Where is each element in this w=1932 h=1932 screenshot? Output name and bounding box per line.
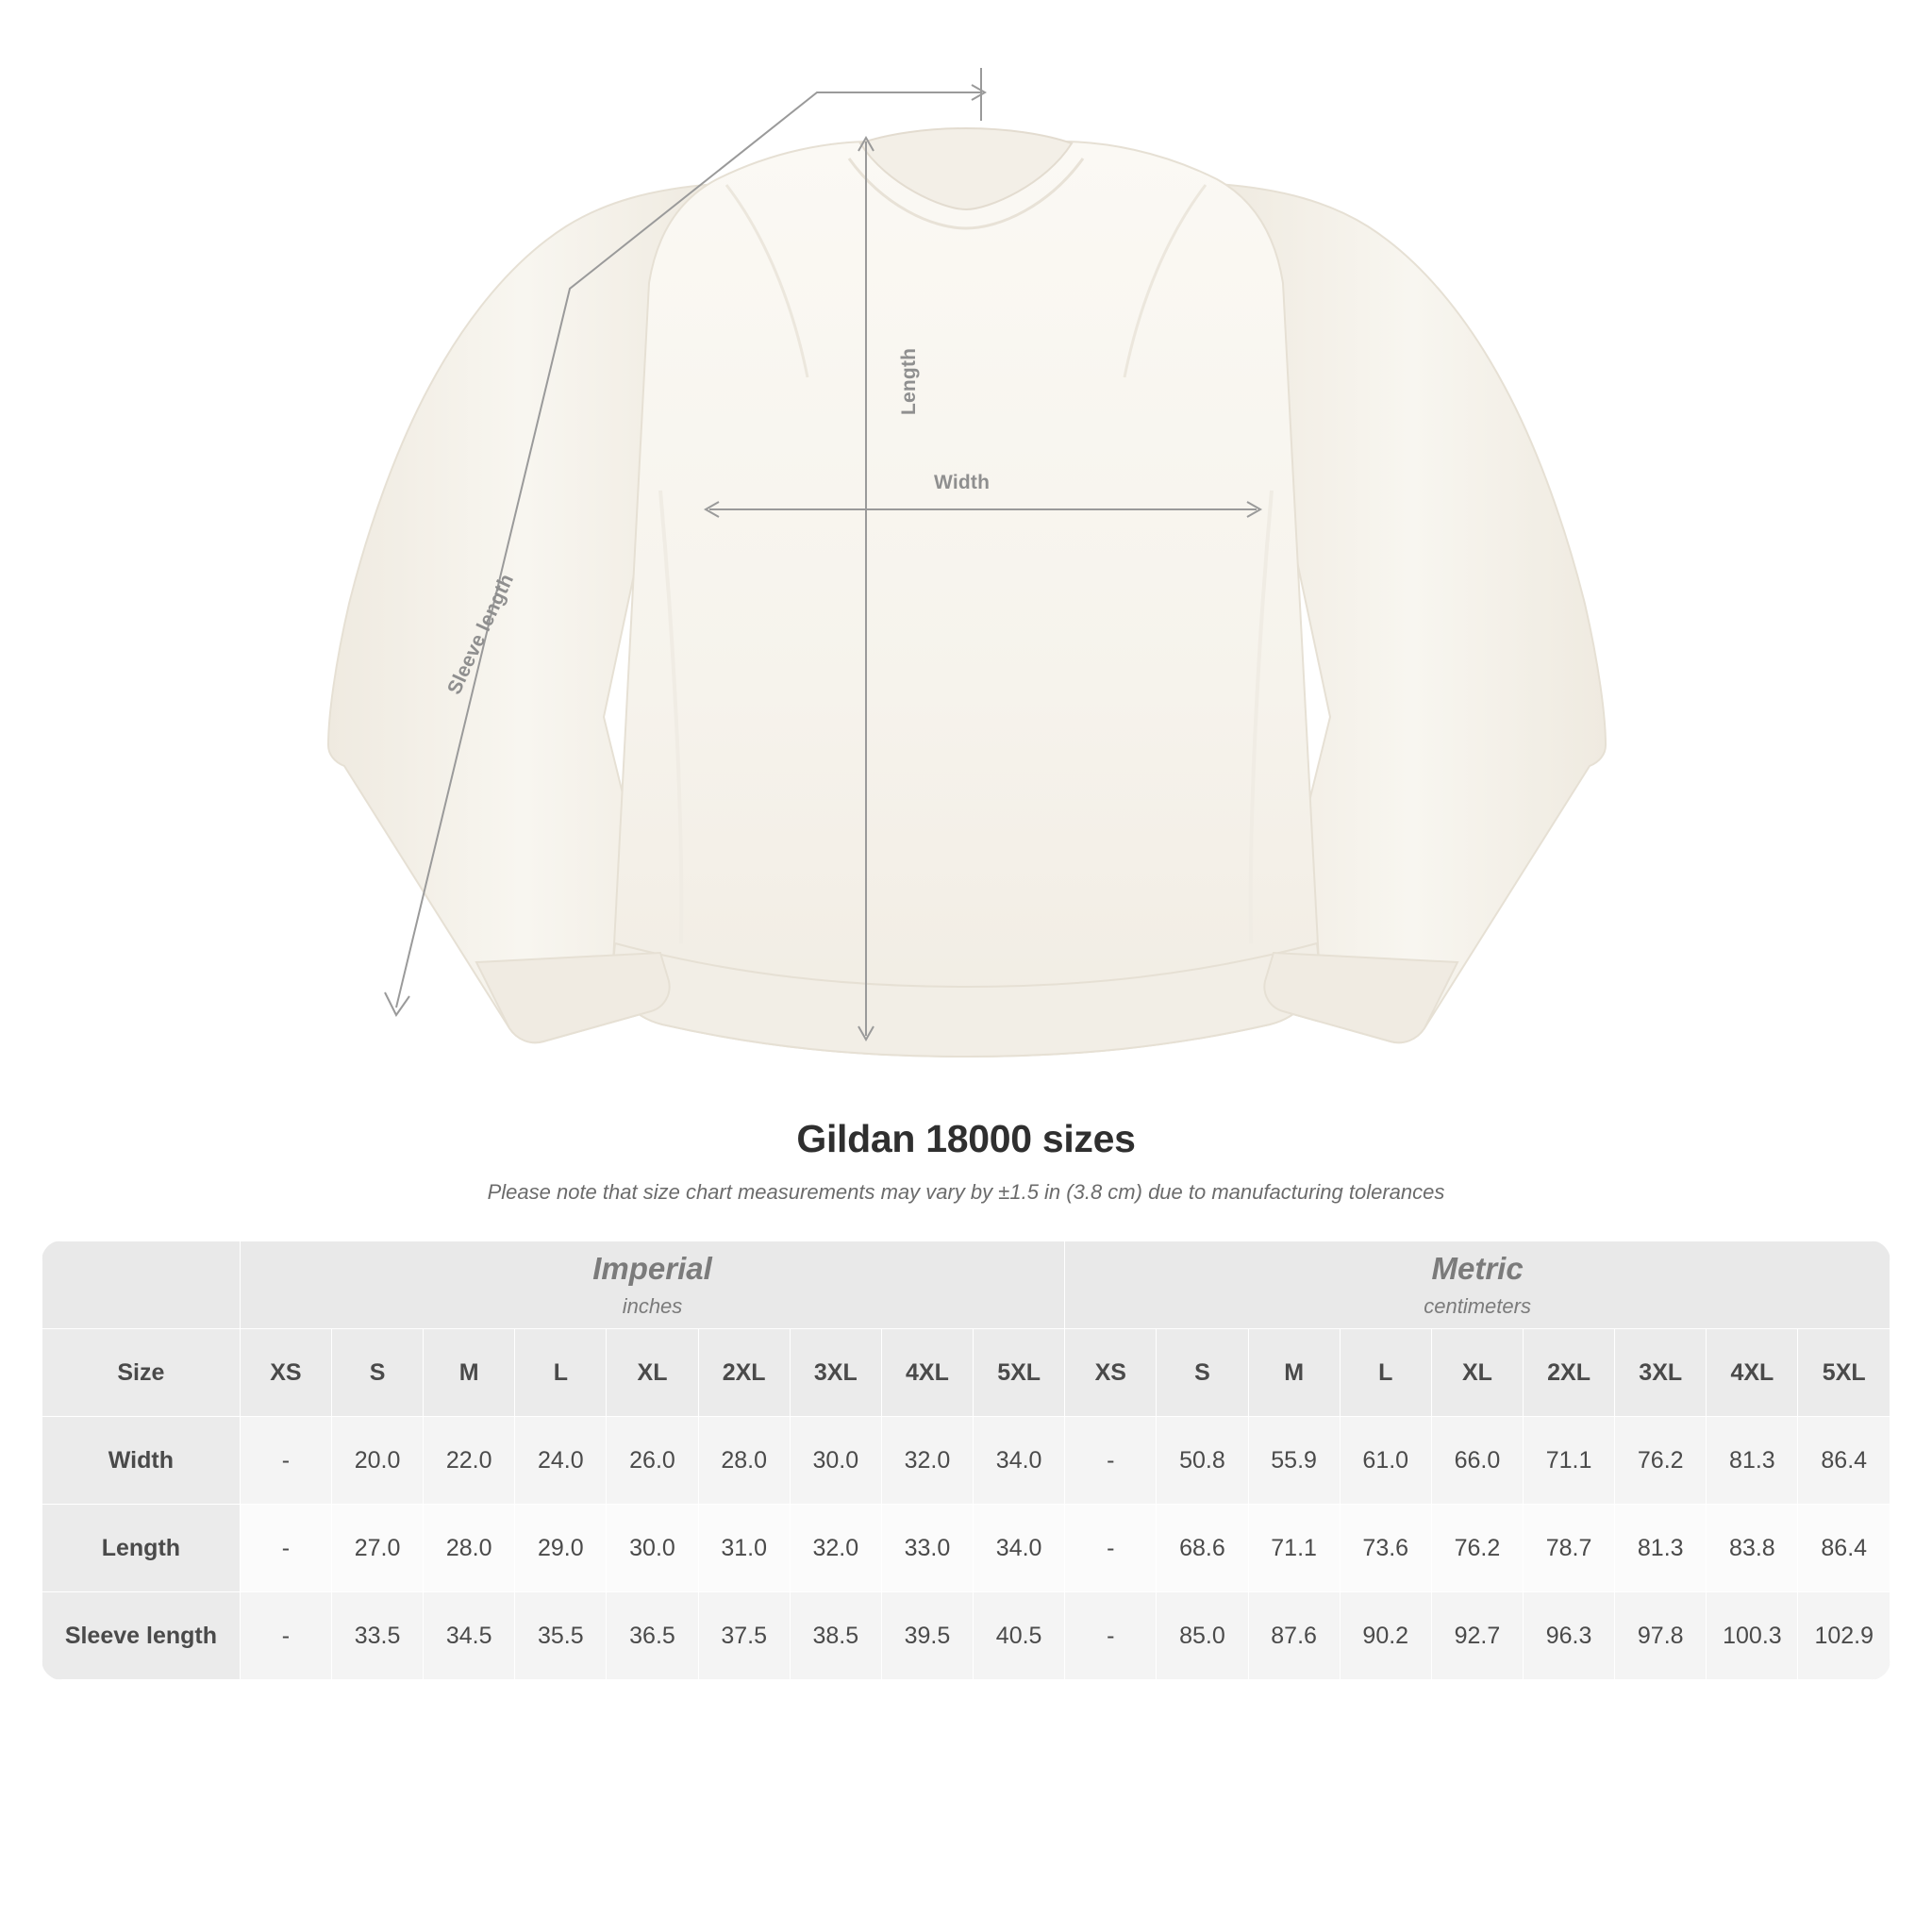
size-table — [42, 1241, 1890, 1680]
header-metric-xl: XL — [1431, 1329, 1523, 1417]
cell-length-metric-5xl: 86.4 — [1798, 1505, 1890, 1592]
table-row — [42, 1592, 1890, 1680]
cell-length-metric-2xl: 78.7 — [1524, 1505, 1615, 1592]
header-metric-3xl: 3XL — [1615, 1329, 1707, 1417]
cell-length-imperial-3xl: 32.0 — [790, 1505, 881, 1592]
cell-sleeve-metric-3xl: 97.8 — [1615, 1592, 1707, 1680]
unit-group-metric — [1065, 1241, 1890, 1329]
cell-width-metric-s: 50.8 — [1157, 1417, 1248, 1505]
unit-group-row — [42, 1241, 1890, 1329]
cell-length-imperial-m: 28.0 — [424, 1505, 515, 1592]
cell-length-imperial-xs: - — [240, 1505, 331, 1592]
header-metric-l: L — [1340, 1329, 1431, 1417]
cell-width-imperial-s: 20.0 — [331, 1417, 423, 1505]
cell-sleeve-imperial-l: 35.5 — [515, 1592, 607, 1680]
cell-sleeve-imperial-4xl: 39.5 — [881, 1592, 973, 1680]
cell-sleeve-imperial-2xl: 37.5 — [698, 1592, 790, 1680]
cell-length-imperial-l: 29.0 — [515, 1505, 607, 1592]
cell-width-imperial-xs: - — [240, 1417, 331, 1505]
cell-length-imperial-5xl: 34.0 — [974, 1505, 1065, 1592]
row-label-sleeve-length: Sleeve length — [42, 1592, 241, 1680]
cell-length-metric-3xl: 81.3 — [1615, 1505, 1707, 1592]
unit-group-metric-title: Metric — [1431, 1251, 1524, 1286]
page-title: Gildan 18000 sizes — [796, 1117, 1136, 1160]
cell-width-imperial-5xl: 34.0 — [974, 1417, 1065, 1505]
header-imperial-2xl: 2XL — [698, 1329, 790, 1417]
cell-sleeve-imperial-s: 33.5 — [331, 1592, 423, 1680]
unit-group-imperial-subtitle: inches — [622, 1294, 683, 1318]
header-imperial-xs: XS — [240, 1329, 331, 1417]
row-label-length: Length — [42, 1505, 241, 1592]
cell-width-imperial-m: 22.0 — [424, 1417, 515, 1505]
cell-sleeve-metric-l: 90.2 — [1340, 1592, 1431, 1680]
cell-sleeve-metric-s: 85.0 — [1157, 1592, 1248, 1680]
cell-sleeve-imperial-xs: - — [240, 1592, 331, 1680]
header-imperial-5xl: 5XL — [974, 1329, 1065, 1417]
cell-sleeve-imperial-5xl: 40.5 — [974, 1592, 1065, 1680]
cell-width-imperial-l: 24.0 — [515, 1417, 607, 1505]
cell-width-metric-2xl: 71.1 — [1524, 1417, 1615, 1505]
unit-spacer — [42, 1241, 241, 1329]
sleeve-length-dimension-label: Sleeve length — [443, 570, 519, 698]
cell-sleeve-metric-4xl: 100.3 — [1707, 1592, 1798, 1680]
cell-length-metric-xs: - — [1065, 1505, 1157, 1592]
header-imperial-3xl: 3XL — [790, 1329, 881, 1417]
cell-length-metric-l: 73.6 — [1340, 1505, 1431, 1592]
cell-sleeve-metric-xs: - — [1065, 1592, 1157, 1680]
cell-width-metric-m: 55.9 — [1248, 1417, 1340, 1505]
table-row — [42, 1417, 1890, 1505]
header-imperial-s: S — [331, 1329, 423, 1417]
row-label-width: Width — [42, 1417, 241, 1505]
size-table-container — [42, 1241, 1890, 1680]
cell-sleeve-metric-5xl: 102.9 — [1798, 1592, 1890, 1680]
unit-group-imperial-title: Imperial — [592, 1251, 712, 1286]
cell-width-imperial-3xl: 30.0 — [790, 1417, 881, 1505]
cell-width-imperial-2xl: 28.0 — [698, 1417, 790, 1505]
header-metric-5xl: 5XL — [1798, 1329, 1890, 1417]
cell-width-imperial-xl: 26.0 — [607, 1417, 698, 1505]
header-metric-4xl: 4XL — [1707, 1329, 1798, 1417]
cell-width-metric-xs: - — [1065, 1417, 1157, 1505]
cell-width-imperial-4xl: 32.0 — [881, 1417, 973, 1505]
unit-group-metric-subtitle: centimeters — [1424, 1294, 1531, 1318]
cell-sleeve-metric-2xl: 96.3 — [1524, 1592, 1615, 1680]
cell-width-metric-4xl: 81.3 — [1707, 1417, 1798, 1505]
cell-length-imperial-s: 27.0 — [331, 1505, 423, 1592]
tolerance-note: Please note that size chart measurements may vary by ±1.5 in (3.8 cm) due to manufacturing tolerances — [487, 1180, 1445, 1204]
cell-length-metric-m: 71.1 — [1248, 1505, 1340, 1592]
cell-length-imperial-2xl: 31.0 — [698, 1505, 790, 1592]
unit-group-imperial — [240, 1241, 1064, 1329]
cell-width-metric-xl: 66.0 — [1431, 1417, 1523, 1505]
chart-heading — [0, 1117, 1932, 1205]
header-imperial-xl: XL — [607, 1329, 698, 1417]
header-imperial-m: M — [424, 1329, 515, 1417]
sweatshirt-body — [328, 128, 1606, 1057]
cell-length-metric-4xl: 83.8 — [1707, 1505, 1798, 1592]
table-row — [42, 1505, 1890, 1592]
width-dimension-label: Width — [934, 472, 991, 493]
length-dimension-label: Length — [898, 347, 920, 415]
header-metric-xs: XS — [1065, 1329, 1157, 1417]
cell-sleeve-imperial-xl: 36.5 — [607, 1592, 698, 1680]
cell-length-imperial-4xl: 33.0 — [881, 1505, 973, 1592]
header-size: Size — [42, 1329, 241, 1417]
cell-width-metric-5xl: 86.4 — [1798, 1417, 1890, 1505]
cell-sleeve-metric-m: 87.6 — [1248, 1592, 1340, 1680]
cell-width-metric-3xl: 76.2 — [1615, 1417, 1707, 1505]
cell-length-metric-xl: 76.2 — [1431, 1505, 1523, 1592]
header-metric-s: S — [1157, 1329, 1248, 1417]
cell-length-imperial-xl: 30.0 — [607, 1505, 698, 1592]
header-imperial-4xl: 4XL — [881, 1329, 973, 1417]
cell-sleeve-imperial-3xl: 38.5 — [790, 1592, 881, 1680]
cell-width-metric-l: 61.0 — [1340, 1417, 1431, 1505]
table-header-row — [42, 1329, 1890, 1417]
cell-length-metric-s: 68.6 — [1157, 1505, 1248, 1592]
header-metric-2xl: 2XL — [1524, 1329, 1615, 1417]
cell-sleeve-metric-xl: 92.7 — [1431, 1592, 1523, 1680]
cell-sleeve-imperial-m: 34.5 — [424, 1592, 515, 1680]
header-imperial-l: L — [515, 1329, 607, 1417]
header-metric-m: M — [1248, 1329, 1340, 1417]
